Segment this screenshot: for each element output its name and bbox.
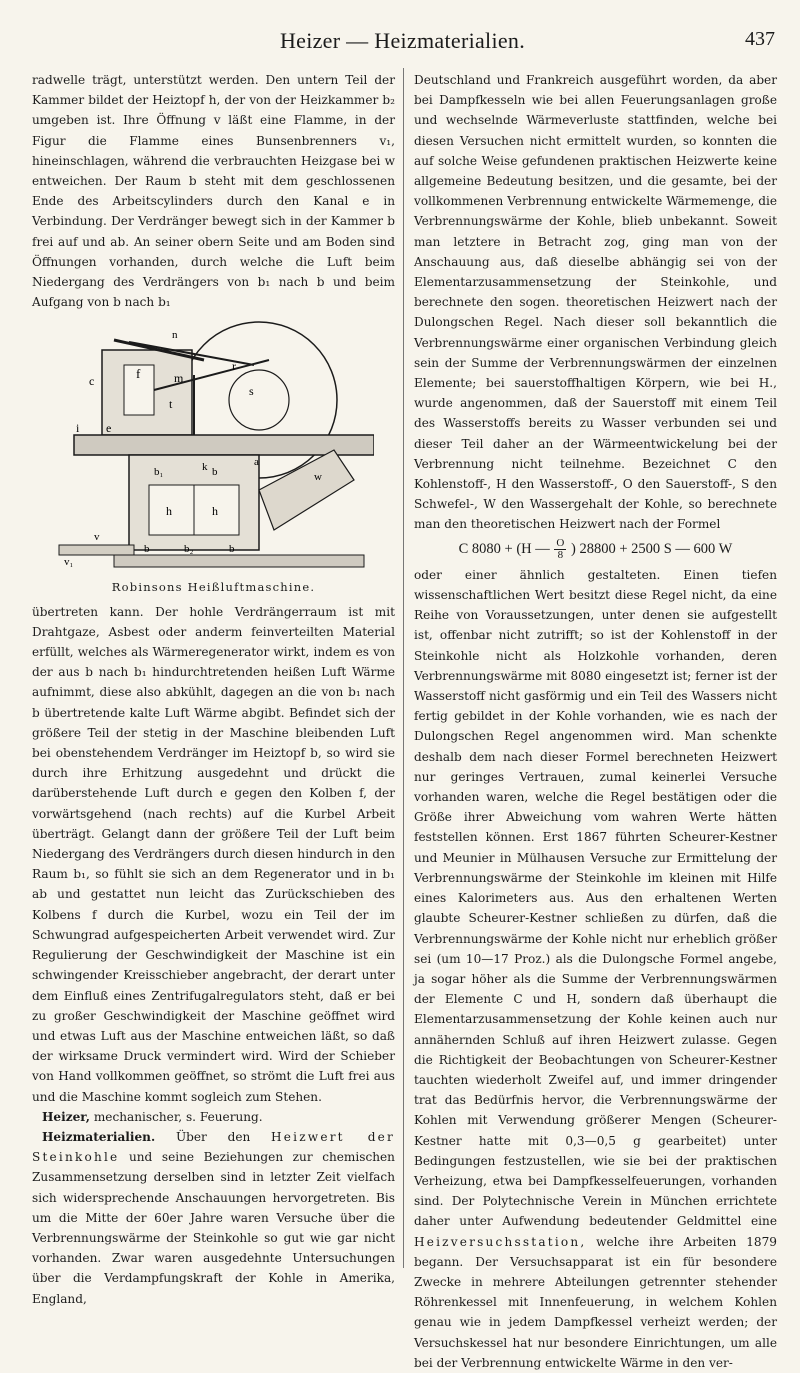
formula-left: C 8080 + (H — xyxy=(458,540,550,557)
right-paragraph-1: Deutschland und Frankreich ausgeführt worden, da aber bei Dampfkesseln wie bei allen Feuerungsanlagen große und wechselnde Wärmeverluste stattfinden, welche bei diesen Versuchen nicht ermittelt wurden, so konnten die auf solche Weise gefundenen praktischen Heizwerte keine allgemeine Bedeutung besitzen, und die gesamte, bei der vollkommenen Verbrennung entwickelte Wärmemenge, die Verbrennungswärme der Kohle, blieb unbekannt. Soweit man letztere in Betracht zog, ging man von der Anschauung aus, daß dieselbe abhängig sei von der Elementarzusammensetzung der Steinkohle, und berechnete den sogen. theoretischen Heizwert nach der Dulongschen Regel. Nach dieser soll bekanntlich die Verbrennungswärme einer organischen Verbindung gleich sein der Summe der Verbrennungswärmen der einzelnen Elemente; bei sauerstoffhaltigen Körpern, wie bei H., wurde angenommen, daß der Sauerstoff mit einem Teil des Wasserstoffs bereits zu Wasser verbunden sei und dieser Teil daher an der Wärmeentwickelung bei der Verbrennung nicht teilnehme. Bezeichnet C den Kohlenstoff-, H den Wasserstoff-, O den Sauerstoff-, S den Schwefel-, W den Wassergehalt der Kohle, so berechnete man den theoretischen Heizwert nach der Formel xyxy=(414,73,777,532)
entry-heizer-term: Heizer, xyxy=(42,1109,90,1124)
svg-text:t: t xyxy=(168,397,172,412)
svg-text:n: n xyxy=(171,329,177,342)
svg-text:b: b xyxy=(143,543,149,556)
svg-text:e: e xyxy=(105,421,111,436)
svg-text:v₁: v₁ xyxy=(63,556,73,569)
entry-heizer-text: mechanischer, s. Feuerung. xyxy=(93,1109,263,1124)
svg-text:i: i xyxy=(75,421,79,436)
formula-numerator: O xyxy=(556,536,565,549)
right-paragraph-2-end: welche ihre Arbeiten 1879 begann. Der Versuchsapparat ist ein für besondere Zwecke in mehrere Abteilungen getrennter stehender Röhrenkessel mit Innenfeuerung, in welchem Kohlen genau wie in jedem Dampfkessel verheizt werden; der Versuchskessel hat nur besondere Einrichtungen, um alle bei der Verbrennung entwickelte Wärme in den ver- xyxy=(414,1234,777,1370)
svg-text:s: s xyxy=(248,384,254,399)
left-paragraph-2: übertreten kann. Der hohle Verdrängerraum ist mit Drahtgaze, Asbest oder anderm feinverteilten Material erfüllt, welches als Wärmeregenerator wirkt, indem es von der aus b nach b₁ hindurchtretenden heißen Luft Wärme aufnimmt, diese also abkühlt, dagegen an die von b₁ nach b übertretende kalte Luft Wärme abgibt. Befindet sich der größere Teil der stetig in der Maschine bleibenden Luft bei obenstehendem Verdränger im Heiztopf b, so wird sie durch ihre Erhitzung ausgedehnt und drückt die darüberstehende Luft durch e gegen den Kolben f, der vorwärtsgehend (nach rechts) auf die Kurbel Arbeit überträgt. Gelangt dann der größere Teil der Luft beim Niedergang des Verdrängers durch diesen hindurch in den Raum b₁, so fühlt sie sich an dem Regenerator und in b₁ ab und gestattet nun leicht das Zurückschieben des Kolbens f durch die Kurbel, wozu ein Teil der im Schwungrad aufgespeicherten Arbeit verwendet wird. Zur Regulierung der Geschwindigkeit der Maschine ist ein schwingender Kreisschieber angebracht, der derart unter dem Einfluß eines Zentrifugalregulators steht, daß er bei zu großer Geschwindigkeit der Maschine geöffnet wird und etwas Luft aus der Maschine entweichen läßt, so daß der wirksame Druck vermindert wird. Wird der Schieber von Hand vollkommen geöffnet, so strömt die Luft frei aus und die Maschine kommt sogleich zum Stehen. xyxy=(32,604,395,1104)
hot-air-engine-illustration xyxy=(54,320,374,575)
formula-fraction xyxy=(554,538,566,561)
svg-text:b: b xyxy=(211,466,217,479)
svg-text:w: w xyxy=(313,471,322,484)
svg-text:h: h xyxy=(211,504,218,519)
entry-heizmaterialien-text-2: und seine Beziehungen zur chemischen Zusammensetzung derselben sind in letzter Zeit vielfach sich widersprechende Anschauungen hervorgetreten. Bis um die Mitte der 60er Jahre waren Versuche über die Verbrennungswärme der Steinkohle so gut wie gar nicht vorhanden. Zwar waren ausgedehnte Untersuchungen über die Verdampfungskraft der Kohle in Amerika, England, xyxy=(32,1150,395,1306)
entry-heizmaterialien-text-1: Über den xyxy=(175,1129,251,1144)
svg-text:b: b xyxy=(228,543,234,556)
svg-text:a: a xyxy=(253,456,259,469)
page-number: 437 xyxy=(745,28,775,50)
right-paragraph-2-main: oder einer ähnlich gestalteten. Einen tiefen wissenschaftlichen Wert besitzt diese Regel nicht, da eine Reihe von Voraussetzungen, unter denen sie aufgestellt ist, offenbar nicht zutrifft; so ist der Kohlenstoff in der Steinkohle nicht als Holzkohle vorhanden, deren Verbrennungswärme mit 8080 eingesetzt ist; ferner ist der Wasserstoff nicht gasförmig und ein Teil des Wassers nicht fertig gebildet in der Kohle vorhanden, wie es nach der Dulongschen Regel angenommen wird. Man schenkte deshalb dem nach dieser Formel berechneten Heizwert nur geringes Vertrauen, zumal keinerlei Versuche vorhanden waren, welche die Regel bestätigen oder die Größe ihrer Abweichung vom wahren Werte hätten feststellen können. Erst 1867 führten Scheurer-Kestner und Meunier in Mülhausen Versuche zur Ermittelung der Verbrennungswärme der Steinkohle im kleinen mit Hilfe eines Kalorimeters aus. Aus den erhaltenen Werten glaubte Scheurer-Kestner schließen zu dürfen, daß die Verbrennungswärme der Kohle nicht nur erheblich größer sei (um 10—17 Proz.) als die Dulongsche Formel angebe, ja sogar höher als die Summe der Verbrennungswärmen der Elemente C und H, sondern daß überhaupt die Elementarzusammensetzung der Kohle keinen auch nur annähernden Schluß auf ihren Heizwert zulasse. Gegen die Richtigkeit der Beobachtungen von Scheurer-Kestner tauchten wiederholt Zweifel auf, und immer dringender trat das Bedürfnis hervor, die Verbrennungswärme der Kohlen mit Verwendung größerer Mengen (Scheurer-Kestner hatte mit 0,3—0,5 g gearbeitet) unter Bedingungen festzustellen, wie sie bei der praktischen Verheizung, etwa bei Dampfkesselfeuerungen, vorhanden sind. Der Polytechnische Verein in München errichtete daher unter Aufwendung bedeutender Geldmittel eine xyxy=(414,567,777,1229)
entry-heizer xyxy=(32,1107,395,1127)
svg-text:f: f xyxy=(135,366,140,382)
machine-figure xyxy=(32,320,395,597)
entry-heizmaterialien xyxy=(32,1127,395,1309)
entry-heizmaterialien-term: Heizmaterialien. xyxy=(42,1129,156,1144)
left-column xyxy=(32,70,395,1309)
page-header xyxy=(30,28,775,58)
figure-caption: Robinsons Heißluftmaschine. xyxy=(111,580,316,595)
right-column xyxy=(414,70,777,1373)
svg-text:r: r xyxy=(231,359,236,374)
svg-text:h: h xyxy=(165,504,172,519)
svg-text:m: m xyxy=(173,371,183,386)
dulong-formula xyxy=(414,538,777,561)
right-paragraph-2 xyxy=(414,565,777,1373)
formula-denominator: 8 xyxy=(557,548,564,561)
svg-text:k: k xyxy=(201,461,207,474)
svg-text:c: c xyxy=(88,374,94,389)
left-paragraph-1: radwelle trägt, unterstützt werden. Den untern Teil der Kammer bildet der Heiztopf h, der von der Heizkammer b₂ umgeben ist. Ihre Öffnung v läßt eine Flamme, in der Figur die Flamme eines Bunsenbrenners v₁, hineinschlagen, während die verbrauchten Heizgase bei w entweichen. Der Raum b steht mit dem geschlossenen Ende des Arbeitscylinders durch den Kanal e in Verbindung. Der Verdränger bewegt sich in der Kammer b frei auf und ab. An seiner obern Seite und am Boden sind Öffnungen vorhanden, durch welche die Luft beim Niedergang des Verdrängers von b₁ nach b und beim Aufgang von b nach b₁ xyxy=(32,73,395,310)
formula-right: ) 28800 + 2500 S — 600 W xyxy=(570,540,733,557)
svg-text:b₂: b₂ xyxy=(183,543,193,556)
entry-heizmaterialien-spaced: Heizwert der Steinkohle xyxy=(32,1129,395,1165)
running-title: Heizer — Heizmaterialien. xyxy=(279,28,526,53)
right-paragraph-2-spaced: Heizversuchsstation, xyxy=(414,1234,587,1249)
svg-text:b₁: b₁ xyxy=(153,466,163,479)
svg-text:v: v xyxy=(93,531,99,544)
column-divider xyxy=(403,68,404,1268)
burner xyxy=(59,545,134,555)
